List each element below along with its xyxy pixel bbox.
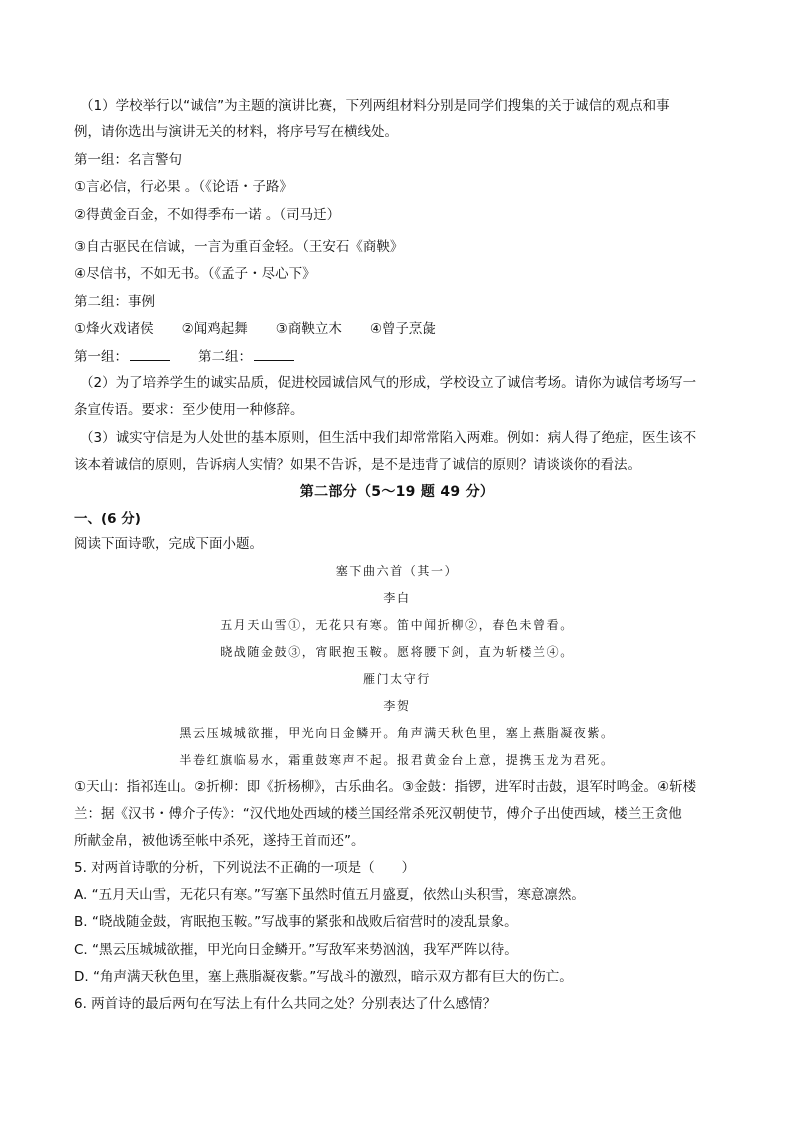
answer-group1-blank[interactable] (130, 346, 170, 361)
group1-item-2: ②得黄金百金，不如得季布一诺 。（司马迁） (74, 207, 341, 223)
group1-title: 第一组：名言警句 (74, 152, 182, 168)
q5-option-d: D. “角声满天秋色里，塞上燕脂凝夜紫。”写战斗的激烈，暗示双方都有巨大的伤亡。 (74, 969, 573, 985)
group1-item-4: ④尽信书，不如无书。（《孟子・尽心下》 (74, 266, 316, 282)
poem1-title: 塞下曲六首（其一） (335, 564, 459, 578)
group2-item-4: ④曾子烹彘 (369, 321, 436, 337)
answer-group2-label: 第二组： (198, 349, 252, 365)
q3-line1: （3）诚实守信是为人处世的基本原则，但生活中我们却常常陷入两难。例如：病人得了绝症，医生该不 (80, 430, 697, 446)
q5-option-c: C. “黑云压城城欲摧，甲光向日金鳞开。”写敌军来势汹汹，我军严阵以待。 (74, 942, 518, 958)
answer-group1-label: 第一组： (74, 349, 128, 365)
answer-group2-blank[interactable] (254, 346, 294, 361)
q1-intro-line2: 例，请你选出与演讲无关的材料，将序号写在横线处。 (74, 124, 398, 140)
poem2-author: 李贺 (383, 699, 411, 713)
notes-line2: 兰：据《汉书・傅介子传》：“汉代地处西域的楼兰国经常杀死汉朝使节，傅介子出使西域，楼兰王贪他 (74, 806, 682, 822)
q1-intro-line1: （1）学校举行以“诚信”为主题的演讲比赛，下列两组材料分别是同学们搜集的关于诚信的观点和事 (80, 98, 670, 114)
poem2-title: 雁门太守行 (362, 672, 431, 686)
q3-line2: 该本着诚信的原则，告诉病人实情？如果不告诉，是不是违背了诚信的原则？请谈谈你的看法。 (74, 457, 641, 473)
q5-option-b: B. “晓战随金鼓，宵眠抱玉鞍。”写战事的紧张和战败后宿营时的凌乱景象。 (74, 914, 518, 930)
poem1-author: 李白 (383, 591, 411, 605)
notes-line1: ①天山：指祁连山。②折柳：即《折杨柳》，古乐曲名。③金鼓：指锣，进军时击鼓，退军时鸣金。④斩楼 (74, 779, 697, 795)
group2-items (74, 319, 436, 339)
reading-instruction: 阅读下面诗歌，完成下面小题。 (74, 536, 263, 552)
q5-option-a: A. “五月天山雪，无花只有寒。”写塞下虽然时值五月盛夏，依然山头积雪，寒意凛然。 (74, 887, 585, 903)
section1-title: 一、(6 分) (74, 511, 141, 527)
q6-stem: 6. 两首诗的最后两句在写法上有什么共同之处？分别表达了什么感情？ (74, 996, 497, 1012)
poem1-line1: 五月天山雪①，无花只有寒。笛中闻折柳②，春色未曾看。 (220, 618, 574, 632)
group1-item-1: ①言必信，行必果 。（《论语・子路》 (74, 179, 293, 195)
group2-item-1: ①烽火戏诸侯 (74, 321, 154, 337)
poem2-line2: 半卷红旗临易水，霜重鼓寒声不起。报君黄金台上意，提携玉龙为君死。 (179, 753, 615, 767)
group2-item-3: ③商鞅立木 (275, 321, 342, 337)
group2-title: 第二组：事例 (74, 294, 155, 310)
q2-line2: 条宣传语。要求：至少使用一种修辞。 (74, 402, 304, 418)
group1-item-3: ③自古驱民在信诚，一言为重百金轻。（王安石《商鞅》 (74, 239, 404, 255)
poem2-line1: 黑云压城城欲摧，甲光向日金鳞开。角声满天秋色里，塞上燕脂凝夜紫。 (179, 726, 615, 740)
group2-item-2: ②闻鸡起舞 (181, 321, 248, 337)
answer-line (74, 346, 294, 366)
poem1-line2: 晓战随金鼓③，宵眠抱玉鞍。愿将腰下剑，直为斩楼兰④。 (220, 645, 574, 659)
part2-heading: 第二部分（5～19 题 49 分） (299, 484, 495, 500)
q5-stem: 5. 对两首诗歌的分析，下列说法不正确的一项是（ ） (74, 860, 416, 876)
q2-line1: （2）为了培养学生的诚实品质，促进校园诚信风气的形成，学校设立了诚信考场。请你为诚信考场写一 (80, 375, 697, 391)
notes-line3: 所献金帛，被他诱至帐中杀死，遂持王首而还”。 (74, 833, 365, 849)
